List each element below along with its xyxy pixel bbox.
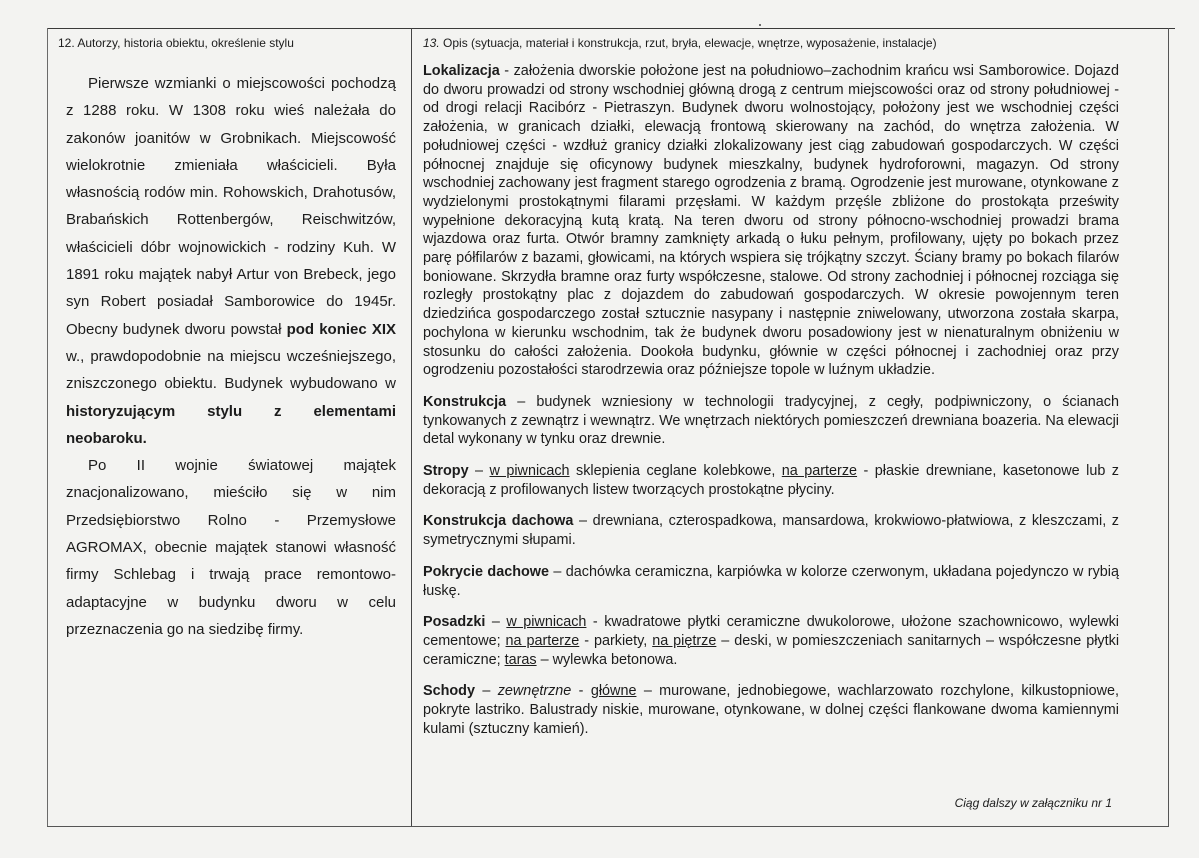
stropy-text-1: – — [468, 463, 490, 480]
frame-left-border — [47, 28, 48, 826]
pokrycie-dachowe-label: Pokrycie dachowe — [423, 563, 549, 580]
history-text — [66, 70, 396, 643]
section-13-title: Opis (sytuacja, materiał i konstrukcja, rzut, bryła, elewacje, wnętrze, wyposażenie, instalacje) — [443, 36, 937, 50]
frame-right-border — [1168, 28, 1169, 826]
section-13-heading — [423, 36, 1119, 50]
konstrukcja-label: Konstrukcja — [423, 393, 507, 410]
history-paragraph-1 — [66, 70, 396, 452]
schody-glowne: główne — [590, 683, 637, 700]
posadzki-text-1: – — [485, 614, 507, 631]
stropy-parter: na parterze — [781, 463, 858, 480]
right-column — [423, 36, 1119, 739]
section-12-heading: 12. Autorzy, historia obiektu, określenie stylu — [58, 36, 294, 50]
posadzki-text-4: – deski, w pomieszczeniach sanitarnych – współczesne płytki ceramiczne; — [423, 632, 1120, 668]
column-divider — [411, 28, 412, 826]
lokalizacja-block — [423, 62, 1119, 380]
history-bold-date: pod koniec XIX — [286, 320, 397, 338]
history-bold-style: historyzującym stylu z elementami neobaroku. — [66, 402, 396, 447]
posadzki-text-3: - parkiety, — [579, 632, 653, 649]
posadzki-label: Posadzki — [423, 614, 486, 631]
posadzki-text-5: – wylewka betonowa. — [536, 651, 678, 668]
schody-text-2: - — [571, 683, 591, 700]
konstrukcja-block — [423, 393, 1119, 449]
left-column — [58, 36, 403, 64]
frame-bottom-border — [47, 826, 1169, 827]
scan-speck — [759, 24, 761, 26]
schody-zewnetrzne: zewnętrzne — [497, 683, 572, 700]
history-text-part-2: w., prawdopodobnie na miejscu wcześniejszego, zniszczonego obiektu. Budynek wybudowano w — [66, 347, 396, 393]
schody-text-1: – — [474, 683, 498, 700]
stropy-text-2: sklepienia ceglane kolebkowe, — [569, 463, 782, 480]
continued-note: Ciąg dalszy w załączniku nr 1 — [954, 796, 1112, 810]
stropy-block — [423, 462, 1119, 499]
section-13-number: 13. — [423, 36, 440, 50]
pokrycie-dachowe-block — [423, 563, 1119, 600]
schody-text-3: – murowane, jednobiegowe, wachlarzowato rozchylone, kilkustopniowe, pokryte lastriko. Balustrady niskie, murowane, otynkowane, w dolnej części flankowane dwoma kamiennymi kulami (sztuczny kamień). — [423, 683, 1120, 737]
stropy-label: Stropy — [423, 463, 469, 480]
schody-label: Schody — [423, 683, 475, 700]
konstrukcja-dachowa-block — [423, 512, 1119, 549]
posadzki-taras: taras — [504, 651, 537, 668]
posadzki-parter: na parterze — [505, 632, 580, 649]
posadzki-text-2: - kwadratowe płytki ceramiczne dwukolorowe, ułożone szachownicowo, wylewki cementowe; — [423, 614, 1119, 649]
posadzki-block — [423, 613, 1119, 669]
history-paragraph-2: Po II wojnie światowej majątek znacjonalizowano, mieściło się w nim Przedsiębiorstwo Rolno - Przemysłowe AGROMAX, obecnie majątek stanowi własność firmy Schlebag i trwają prace remontowo-adaptacyjne w budynku dworu w celu przeznaczenia go na siedzibę firmy. — [66, 457, 396, 638]
posadzki-piwnice: w piwnicach — [506, 614, 587, 631]
lokalizacja-label: Lokalizacja — [423, 63, 500, 79]
posadzki-pietro: na piętrze — [652, 632, 717, 649]
lokalizacja-text: - założenia dworskie położone jest na południowo–zachodnim krańcu wsi Samborowice. Dojazd do dworu prowadzi od strony wschodniej główną drogą z centrum miejscowości oraz od strony południowej - od drogi relacji Racibórz - Pietraszyn. Budynek dworu wolnostojący, położony jest we wschodniej części założenia, w granicach działki, elewacją frontową skierowany na zachód, do wnętrza założenia. W południowej części - wzdłuż granicy działki zlokalizowany jest ciąg zabudowań gospodarczych. W części północnej znajduje się oficynowy budynek mieszkalny, budynek hydroforowni, magazyn. Od strony wschodniej zachowany jest fragment starego ogrodzenia z bramą. Ogrodzenie jest murowane, otynkowane z wydzielonymi prostokątnymi filarami przęsłami. W każdym przęśle zbliżone do prostokąta prześwity wypełnione dekoracyjną kutą kratą. Na teren dworu od strony północno-wschodniej prowadzi brama wjazdowa oraz furta. Otwór bramny zamknięty arkadą o łuku pełnym, profilowany, ujęty po bokach przez parę półfilarów z bazami, głowicami, na których wspiera się trójkątny szczyt. Ściany bramy po bokach filarów boniowane. Skrzydła bramne oraz furty współczesne, stalowe. Od strony zachodniej i północnej rozciąga się rozległy prostokątny plac z dojazdem do zabudowań gospodarczych. W okresie powojennym teren dziedzińca gospodarczego został sztucznie nasypany i następnie zniwelowany, utworzona została skarpa, pochylona w kierunku wschodnim, tak że budynek dworu posadowiony jest w nienaturalnym obniżeniu w stosunku do całości założenia. Dookoła budynku, głównie w części północnej i zachodniej oraz przy ogrodzeniu pozostałości starodrzewia oraz późniejsze topole w luźnym układzie. — [423, 63, 1119, 379]
pokrycie-dachowe-text: – dachówka ceramiczna, karpiówka w kolorze czerwonym, układana pojedynczo w rybią łuskę. — [423, 563, 1119, 599]
schody-block — [423, 682, 1119, 738]
frame-top-border — [47, 28, 1175, 29]
stropy-piwnice: w piwnicach — [489, 463, 570, 480]
stropy-text-3: - płaskie drewniane, kasetonowe lub z dekoracją z profilowanych listew tworzących prostokątne płyciny. — [423, 463, 1119, 498]
history-text-part-1: Pierwsze wzmianki o miejscowości pochodzą z 1288 roku. W 1308 roku wieś należała do zakonów joanitów w Grobnikach. Miejscowość wielokrotnie zmieniała właścicieli. Była własnością rodów min. Rohowskich, Drahotusów, Brabańskich Rottenbergów, Reischwitzów, właścicieli dóbr wojnowickich - rodziny Kuh. W 1891 roku majątek nabył Artur von Brebeck, jego syn Robert posiadał Samborowice do 1945r. Obecny budynek dworu powstał — [66, 75, 396, 338]
konstrukcja-dachowa-label: Konstrukcja dachowa — [423, 513, 574, 530]
konstrukcja-text: – budynek wzniesiony w technologii tradycyjnej, z cegły, podpiwniczony, o ścianach tynkowanych z zewnątrz i wewnątrz. We wnętrzach niektórych pomieszczeń drewniana boazeria. Na elewacji detal wykonany w tynku oraz drewnie. — [423, 393, 1119, 448]
konstrukcja-dachowa-text: – drewniana, czterospadkowa, mansardowa, krokwiowo-płatwiowa, z kleszczami, z symetrycznymi słupami. — [423, 513, 1120, 549]
